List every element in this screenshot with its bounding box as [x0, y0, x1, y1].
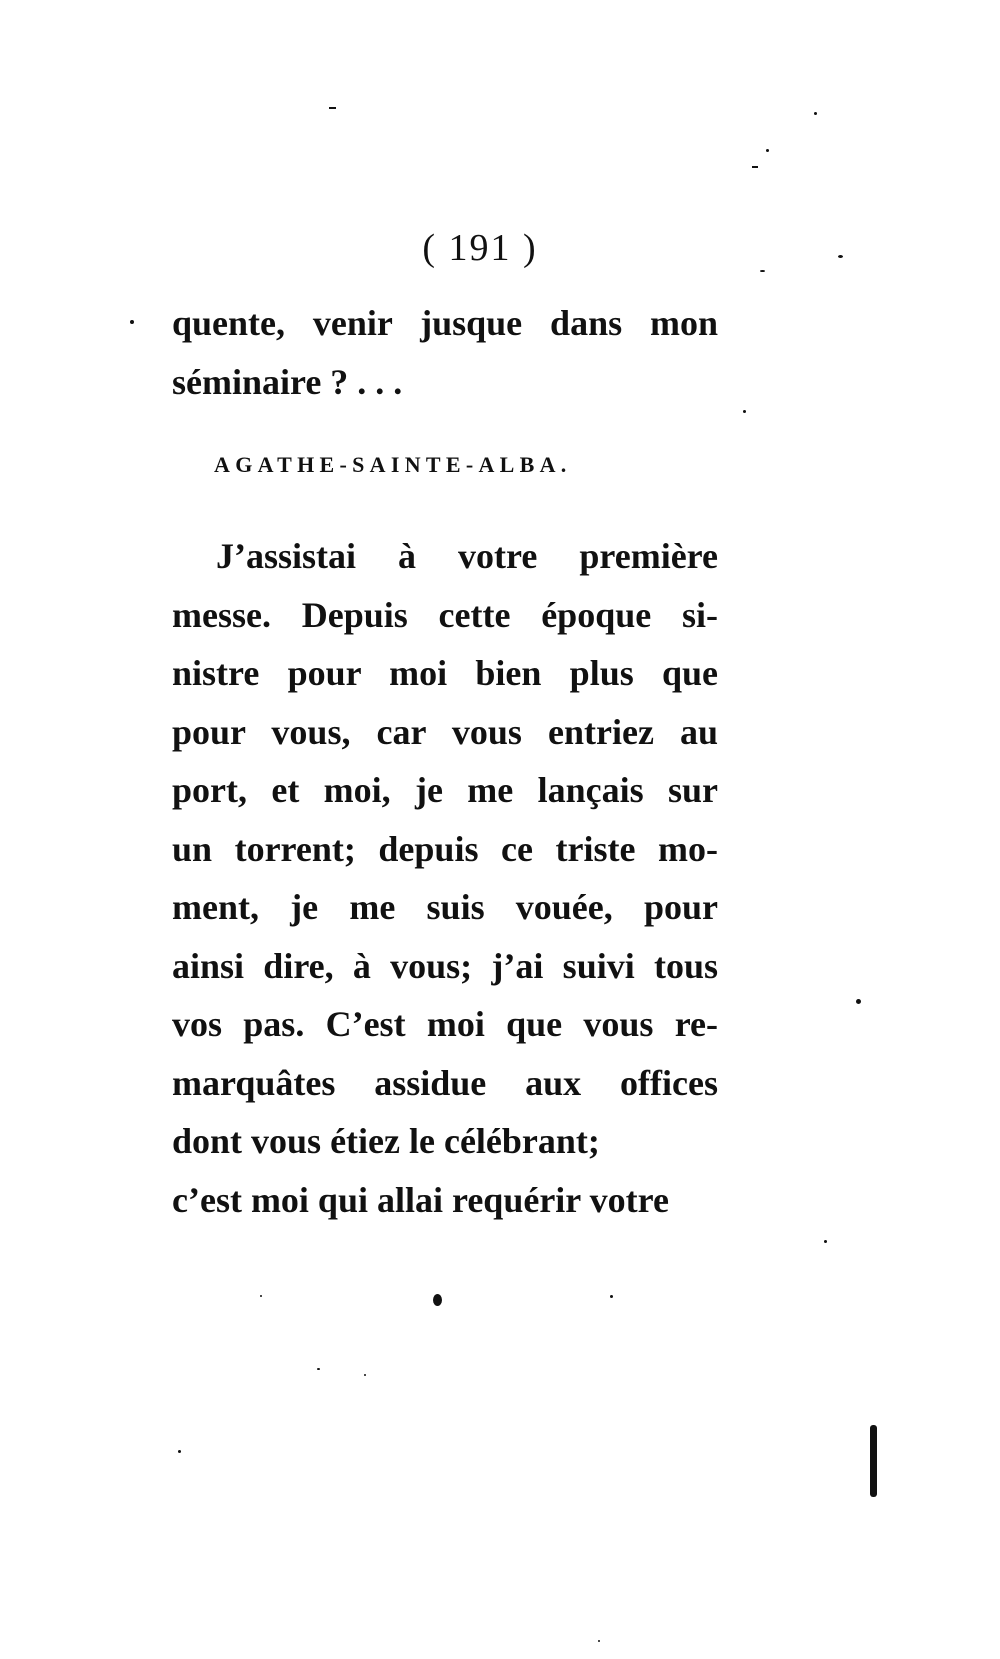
ink-speck	[178, 1450, 181, 1453]
ink-speck	[130, 320, 134, 324]
ink-speck	[743, 410, 746, 413]
text-line: ment, je me suis vouée, pour	[172, 887, 718, 927]
text-line: c’est moi qui allai requérir votre	[172, 1179, 669, 1220]
ink-speck	[838, 255, 843, 258]
speaker-heading: AGATHE-SAINTE-ALBA.	[214, 452, 572, 477]
ink-speck	[870, 1425, 877, 1497]
ink-speck	[766, 149, 769, 152]
text-line: quente, venir jusque dans mon	[172, 303, 718, 343]
ink-speck	[856, 999, 861, 1004]
text-line: messe. Depuis cette époque si-	[172, 594, 718, 635]
ink-speck	[610, 1295, 613, 1298]
ink-speck	[260, 1295, 262, 1297]
text-line: nistre pour moi bien plus que	[172, 653, 718, 693]
text-line: marquâtes assidue aux offices	[172, 1062, 718, 1103]
ink-speck	[760, 270, 765, 272]
text-line: un torrent; depuis ce triste mo-	[172, 828, 718, 869]
ink-speck	[814, 112, 817, 115]
paragraph	[172, 527, 718, 1229]
ink-speck	[598, 1640, 600, 1642]
ink-speck	[364, 1374, 366, 1376]
text-line: dont vous étiez le célébrant;	[172, 1121, 600, 1161]
text-line: J’assistai à votre première	[216, 536, 718, 576]
ink-speck	[824, 1240, 827, 1243]
page-number: ( 191 )	[422, 227, 538, 269]
text-line: séminaire ? . . .	[172, 361, 403, 402]
text-line: ainsi dire, à vous; j’ai suivi tous	[172, 945, 718, 986]
text-line: vos pas. C’est moi que vous re-	[172, 1004, 718, 1044]
ink-speck	[317, 1368, 320, 1370]
ink-speck	[433, 1294, 442, 1306]
text-line: port, et moi, je me lançais sur	[172, 770, 718, 810]
text-line: pour vous, car vous entriez au	[172, 711, 718, 752]
ink-speck	[752, 166, 758, 168]
ink-speck	[329, 107, 336, 109]
continuation-text	[172, 294, 718, 411]
